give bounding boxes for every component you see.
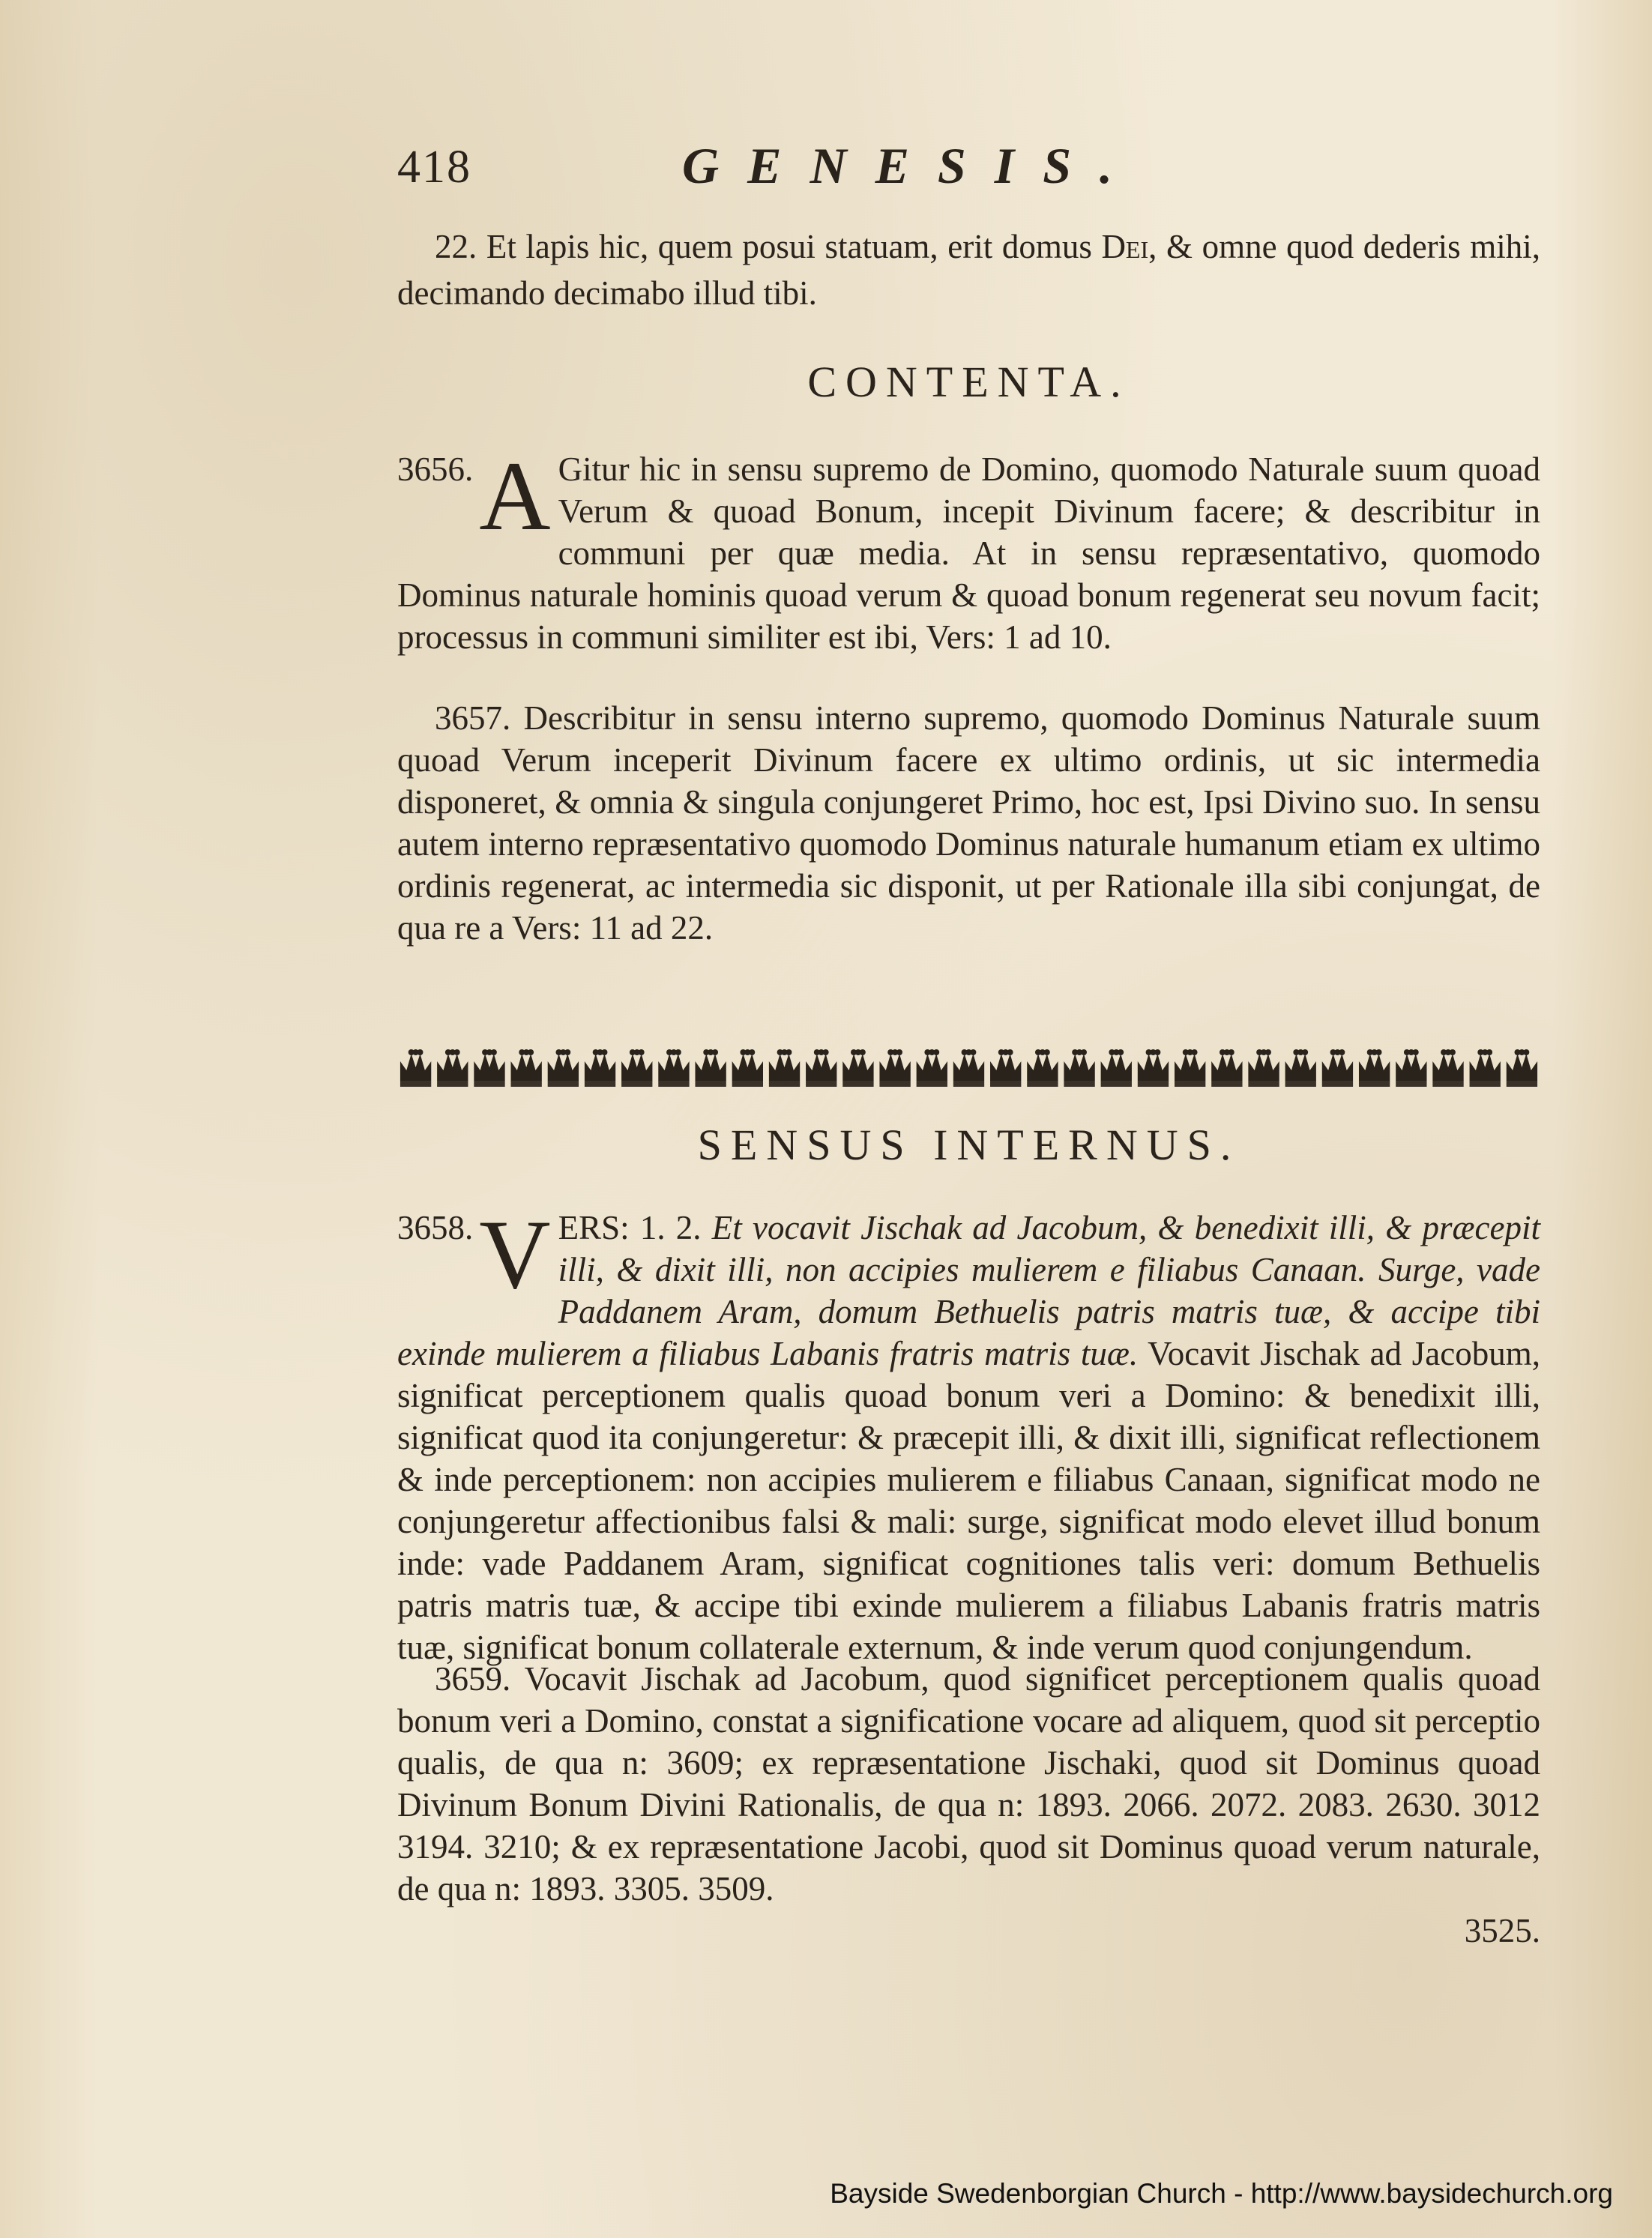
drop-cap: V (479, 1199, 551, 1309)
verse-22-part-b: , & omne quod dederis mihi, decimando decimabo illud tibi. (397, 228, 1541, 312)
paragraph-body: Vocavit Jischak ad Jacobum, significat perceptionem qualis quoad bonum veri a Domino: & benedixit illi, significat quod ita conjungeretur: & præcepit illi, & dixit illi, significat reflectionem & inde perceptionem: non accipies mulierem e filiabus Canaan, significat modo ne conjungeretur affectionibus falsi & mali: surge, significat modo elevet illud bonum inde: vade Paddanem Aram, significat cognitiones talis veri: domum Bethuelis patris matris tuæ, & accipe tibi exinde mulierem a filiabus Labanis fratris matris tuæ, significat bonum collaterale externum, & inde verum quod conjungendum. (397, 1335, 1540, 1666)
crown-icon (695, 1049, 726, 1087)
crown-icon (400, 1049, 431, 1087)
crown-icon (658, 1049, 689, 1087)
crown-icon (474, 1049, 504, 1087)
crown-icon (585, 1049, 615, 1087)
crown-icon (806, 1049, 836, 1087)
section-title-sensus-internus: SENSUS INTERNUS. (697, 1120, 1240, 1169)
paragraph-3658-text (397, 1199, 1540, 1668)
paragraph-3659 (397, 1658, 1540, 1952)
crown-ornament-divider (397, 1045, 1540, 1090)
verse-22-part-a: 22. Et lapis hic, quem posui statuam, erit domus (435, 228, 1102, 265)
crown-icon (1396, 1049, 1426, 1087)
crown-icon (1211, 1049, 1242, 1087)
crown-icon (1470, 1049, 1501, 1087)
paragraph-3657-text: 3657. Describitur in sensu interno supremo, quomodo Dominus Naturale suum quoad Verum inceperit Divinum facere ex ultimo ordinis, ut sic intermedia disponeret, & omnia & singula conjungeret Primo, hoc est, Ipsi Divino suo. In sensu autem interno repræsentativo quomodo Dominus naturale humanum etiam ex ultimo ordinis regenerat, ac intermedia sic disponit, ut per Rationale illa sibi conjungat, de qua re a Vers: 11 ad 22. (397, 699, 1540, 947)
crown-icon (1322, 1049, 1353, 1087)
verse-22 (397, 223, 1540, 316)
catchword: 3525. (1464, 1912, 1540, 1949)
paragraph-3656 (397, 441, 1540, 658)
crown-icon (437, 1049, 468, 1087)
crown-icon (732, 1049, 763, 1087)
paragraph-3656-text (397, 441, 1540, 658)
drop-cap: A (479, 441, 551, 551)
crown-icon (1027, 1049, 1058, 1087)
scripture-quote: Et vocavit Jischak ad Jacobum, & benedixit illi, & præcepit illi, & dixit illi, non accipies mulierem e filiabus Canaan. Surge, vade Paddanem Aram, domum Bethuelis patris matris tuæ, & accipe tibi exinde mulierem a filiabus Labanis fratris matris tuæ. (397, 1209, 1540, 1372)
crown-icon (1101, 1049, 1132, 1087)
paragraph-3658 (397, 1199, 1540, 1668)
crown-icon (990, 1049, 1021, 1087)
watermark-credit: Bayside Swedenborgian Church - http://www.baysidechurch.org (830, 2178, 1613, 2209)
crown-icon (842, 1049, 873, 1087)
crown-icon (769, 1049, 800, 1087)
crown-icon (621, 1049, 652, 1087)
running-head: GENESIS. (682, 137, 1142, 194)
paragraph-lead: ERS: 1. 2. (558, 1209, 712, 1246)
crown-icon (1138, 1049, 1169, 1087)
crown-icon (879, 1049, 910, 1087)
crown-icon (1359, 1049, 1390, 1087)
paragraph-body: Gitur hic in sensu supremo de Domino, quomodo Naturale suum quoad Verum & quoad Bonum, incepit Divinum facere; & describitur in communi per quæ media. At in sensu repræsentativo, quomodo Dominus naturale hominis quoad verum & quoad bonum regenerat seu novum facit; processus in communi similiter est ibi, Vers: 1 ad 10. (397, 450, 1540, 656)
crown-icon (1064, 1049, 1094, 1087)
crown-icon (1285, 1049, 1316, 1087)
verse-22-dei: Dei (1101, 228, 1149, 265)
verse-22-text (397, 223, 1540, 316)
crown-icon (1432, 1049, 1463, 1087)
crown-icon (1507, 1049, 1537, 1087)
paragraph-3659-text: 3659. Vocavit Jischak ad Jacobum, quod significet perceptionem qualis quoad bonum veri a Domino, constat a significatione vocare ad aliquem, quod sit perceptio qualis, de qua n: 3609; ex repræsentatione Jischaki, quod sit Dominus quoad Divinum Bonum Divini Rationalis, de qua n: 1893. 2066. 2072. 2083. 2630. 3012 3194. 3210; & ex repræsentatione Jacobi, quod sit Dominus quoad verum naturale, de qua n: 1893. 3305. 3509. (397, 1660, 1540, 1907)
paragraph-3657 (397, 697, 1540, 949)
crown-icon (511, 1049, 542, 1087)
paragraph-number: 3656. (397, 450, 474, 488)
page-header (397, 137, 1540, 201)
paragraph-number: 3658. (397, 1209, 474, 1246)
crown-icon (548, 1049, 579, 1087)
crown-icon (917, 1049, 947, 1087)
page-number: 418 (397, 142, 471, 193)
crown-icon (953, 1049, 984, 1087)
section-title-contenta: CONTENTA. (807, 358, 1130, 406)
crown-icon (1248, 1049, 1279, 1087)
crown-icon (1175, 1049, 1205, 1087)
